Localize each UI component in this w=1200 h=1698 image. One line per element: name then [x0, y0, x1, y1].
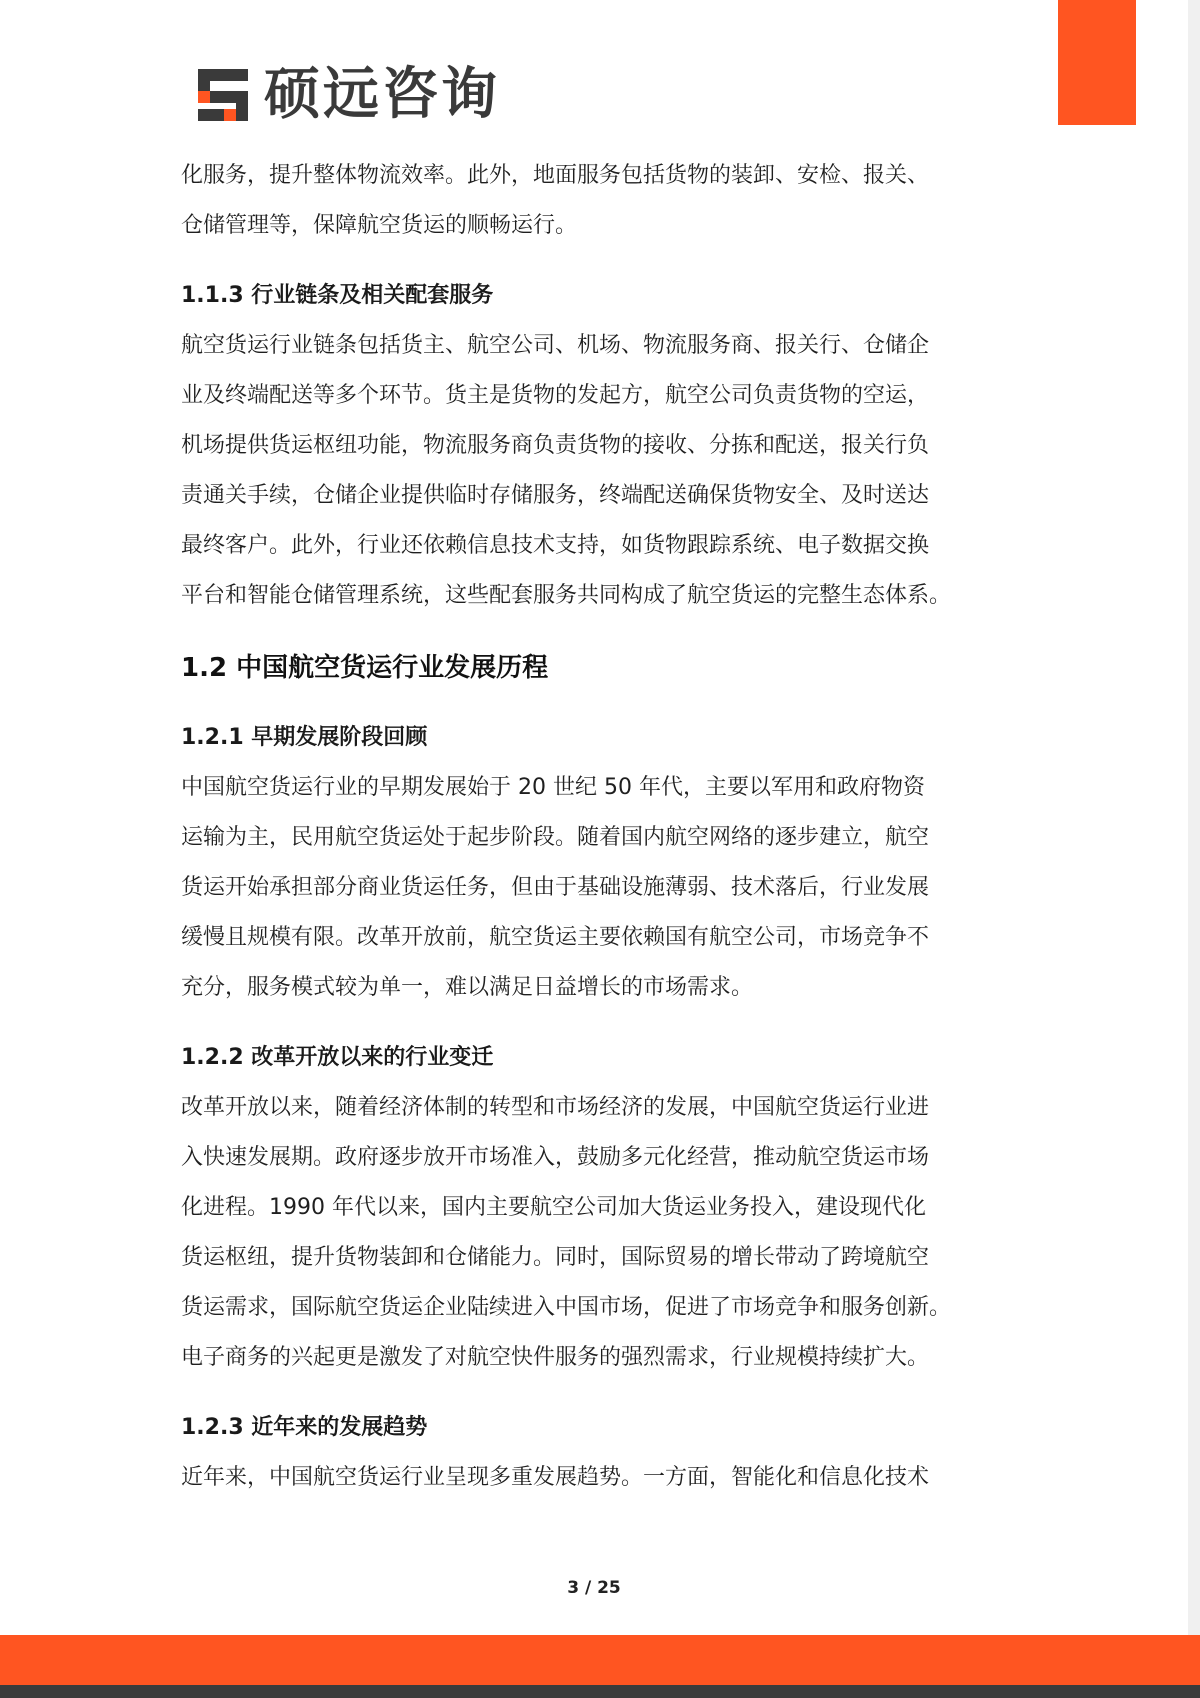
- paragraph-line: 货运开始承担部分商业货运任务，但由于基础设施薄弱、技术落后，行业发展: [181, 875, 930, 900]
- section-heading-1-2-1: 1.2.1 早期发展阶段回顾: [181, 725, 428, 750]
- section-heading-1-1-3: 1.1.3 行业链条及相关配套服务: [181, 283, 494, 308]
- brand-s-logo-icon: [194, 65, 254, 125]
- paragraph-line: 缓慢且规模有限。改革开放前，航空货运主要依赖国有航空公司，市场竞争不: [181, 925, 930, 950]
- paragraph-line: 货运需求，国际航空货运企业陆续进入中国市场，促进了市场竞争和服务创新。: [181, 1295, 952, 1320]
- paragraph-line: 化服务，提升整体物流效率。此外，地面服务包括货物的装卸、安检、报关、: [181, 163, 930, 188]
- corner-accent-block: [1058, 0, 1136, 125]
- paragraph-line: 业及终端配送等多个环节。货主是货物的发起方，航空公司负责货物的空运，: [181, 383, 930, 408]
- paragraph-line: 近年来，中国航空货运行业呈现多重发展趋势。一方面，智能化和信息化技术: [181, 1465, 930, 1490]
- page-content: [181, 151, 1031, 1503]
- paragraph-line: 货运枢纽，提升货物装卸和仓储能力。同时，国际贸易的增长带动了跨境航空: [181, 1245, 930, 1270]
- page-number: 3 / 25: [567, 1578, 621, 1598]
- paragraph-line: 仓储管理等，保障航空货运的顺畅运行。: [181, 213, 578, 238]
- paragraph-line: 责通关手续，仓储企业提供临时存储服务，终端配送确保货物安全、及时送达: [181, 483, 930, 508]
- paragraph-line: 航空货运行业链条包括货主、航空公司、机场、物流服务商、报关行、仓储企: [181, 333, 930, 358]
- section-heading-1-2: 1.2 中国航空货运行业发展历程: [181, 653, 549, 683]
- paragraph-line: 化进程。1990 年代以来，国内主要航空公司加大货运业务投入，建设现代化: [181, 1195, 926, 1220]
- brand-logo: [194, 64, 500, 126]
- paragraph-line: 运输为主，民用航空货运处于起步阶段。随着国内航空网络的逐步建立，航空: [181, 825, 930, 850]
- brand-name: 硕远咨询: [264, 62, 500, 127]
- paragraph-line: 最终客户。此外，行业还依赖信息技术支持，如货物跟踪系统、电子数据交换: [181, 533, 930, 558]
- paragraph-line: 充分，服务模式较为单一，难以满足日益增长的市场需求。: [181, 975, 754, 1000]
- footer-accent-bar: [0, 1635, 1200, 1685]
- paragraph-line: 中国航空货运行业的早期发展始于 20 世纪 50 年代，主要以军用和政府物资: [181, 775, 925, 800]
- paragraph-line: 改革开放以来，随着经济体制的转型和市场经济的发展，中国航空货运行业进: [181, 1095, 930, 1120]
- paragraph-line: 平台和智能仓储管理系统，这些配套服务共同构成了航空货运的完整生态体系。: [181, 583, 952, 608]
- section-heading-1-2-2: 1.2.2 改革开放以来的行业变迁: [181, 1045, 494, 1070]
- footer-dark-edge: [0, 1685, 1200, 1698]
- paragraph-line: 机场提供货运枢纽功能，物流服务商负责货物的接收、分拣和配送，报关行负: [181, 433, 930, 458]
- paragraph-line: 入快速发展期。政府逐步放开市场准入，鼓励多元化经营，推动航空货运市场: [181, 1145, 930, 1170]
- paragraph-line: 电子商务的兴起更是激发了对航空快件服务的强烈需求，行业规模持续扩大。: [181, 1345, 930, 1370]
- page-gutter: [1188, 0, 1200, 1698]
- section-heading-1-2-3: 1.2.3 近年来的发展趋势: [181, 1415, 428, 1440]
